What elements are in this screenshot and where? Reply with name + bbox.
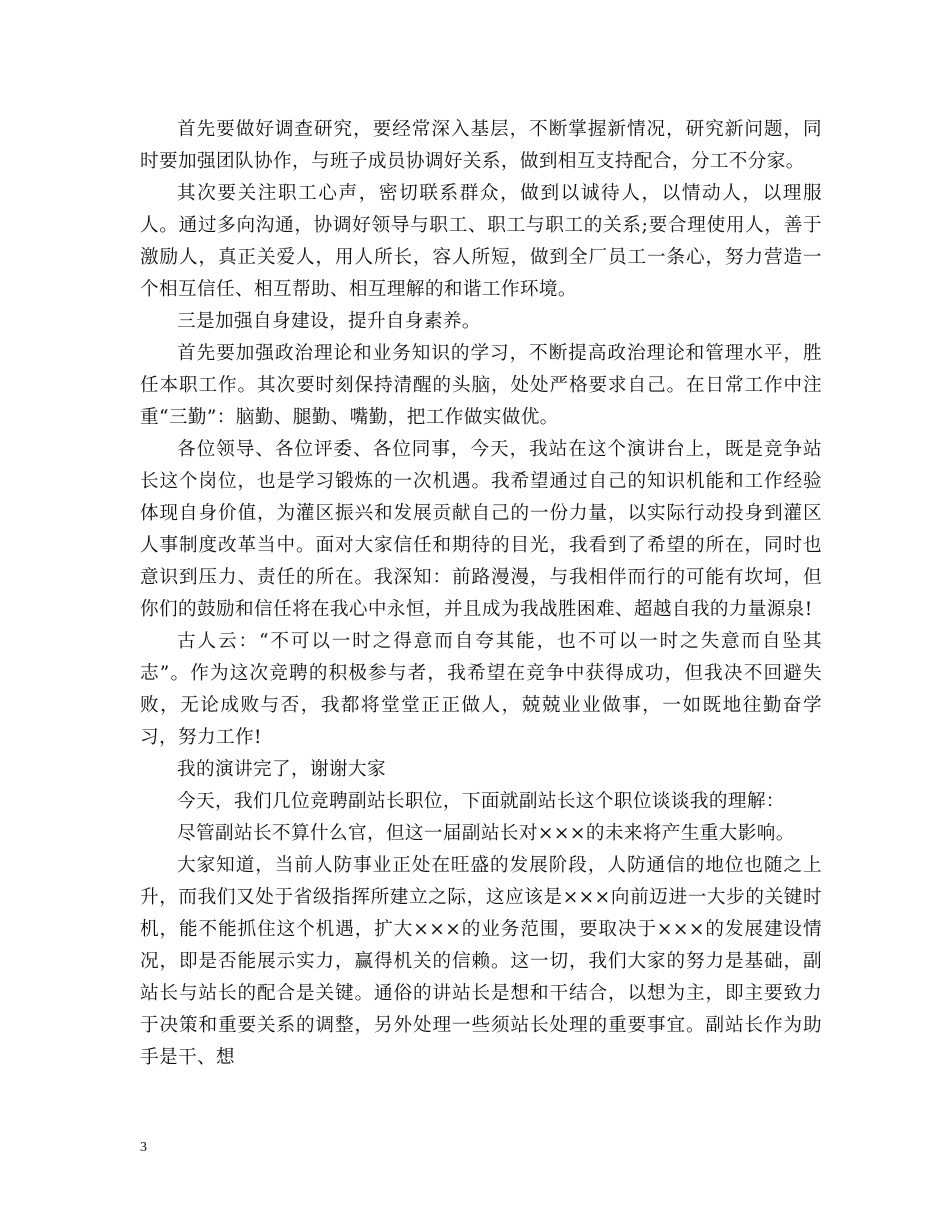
paragraph-deputy-impact: 尽管副站长不算什么官，但这一届副站长对×××的未来将产生重大影响。: [177, 823, 795, 844]
paragraph-closing: 我的演讲完了，谢谢大家: [177, 759, 386, 780]
page-number: 3: [140, 1140, 147, 1155]
paragraph-ancient-quote: 古人云：“不可以一时之得意而自夸其能，也不可以一时之失意而自坠其志”。作为这次竞聘的积极参与者，我希望在竞争中获得成功，但我决不回避失败，无论成败与否，我都将堂堂正正做人，兢兢业业做事，一如既地往勤奋学习，努力工作!: [140, 631, 822, 748]
paragraph-deputy-intro: 今天，我们几位竞聘副站长职位，下面就副站长这个职位谈谈我的理解：: [177, 791, 785, 812]
paragraph-employee-voice: 其次要关注职工心声，密切联系群众，做到以诚待人，以情动人，以理服人。通过多向沟通，协调好领导与职工、职工与职工的关系;要合理使用人，善于激励人，真正关爱人，用人所长，容人所短，做到全厂员工一条心，努力营造一个相互信任、相互帮助、相互理解的和谐工作环境。: [140, 183, 822, 300]
paragraph-self-building: 三是加强自身建设，提升自身素养。: [177, 311, 481, 332]
paragraph-address: 各位领导、各位评委、各位同事，今天，我站在这个演讲台上，既是竞争站长这个岗位，也是学习锻炼的一次机遇。我希望通过自己的知识机能和工作经验体现自身价值，为灌区振兴和发展贡献自己的一份力量，以实际行动投身到灌区人事制度改革当中。面对大家信任和期待的目光，我看到了希望的所在，同时也意识到压力、责任的所在。我深知：前路漫漫，与我相伴而行的可能有坎坷，但你们的鼓励和信任将在我心中永恒，并且成为我战胜困难、超越自我的力量源泉!: [140, 439, 822, 620]
paragraph-development: 大家知道，当前人防事业正处在旺盛的发展阶段，人防通信的地位也随之上升，而我们又处于省级指挥所建立之际，这应该是×××向前迈进一大步的关键时机，能不能抓住这个机遇，扩大×××的业务范围，要取决于×××的发展建设情况，即是否能展示实力，赢得机关的信赖。这一切，我们大家的努力是基础，副站长与站长的配合是关键。通俗的讲站长是想和干结合，以想为主，即主要致力于决策和重要关系的调整，另外处理一些须站长处理的重要事宜。副站长作为助手是干、想: [140, 855, 822, 1068]
body-text: [140, 114, 822, 1074]
paragraph-study: 首先要加强政治理论和业务知识的学习，不断提高政治理论和管理水平，胜任本职工作。其次要时刻保持清醒的头脑，处处严格要求自己。在日常工作中注重“三勤”：脑勤、腿勤、嘴勤，把工作做实做优。: [140, 343, 822, 428]
paragraph-research: 首先要做好调查研究，要经常深入基层，不断掌握新情况，研究新问题，同时要加强团队协作，与班子成员协调好关系，做到相互支持配合，分工不分家。: [140, 119, 822, 172]
